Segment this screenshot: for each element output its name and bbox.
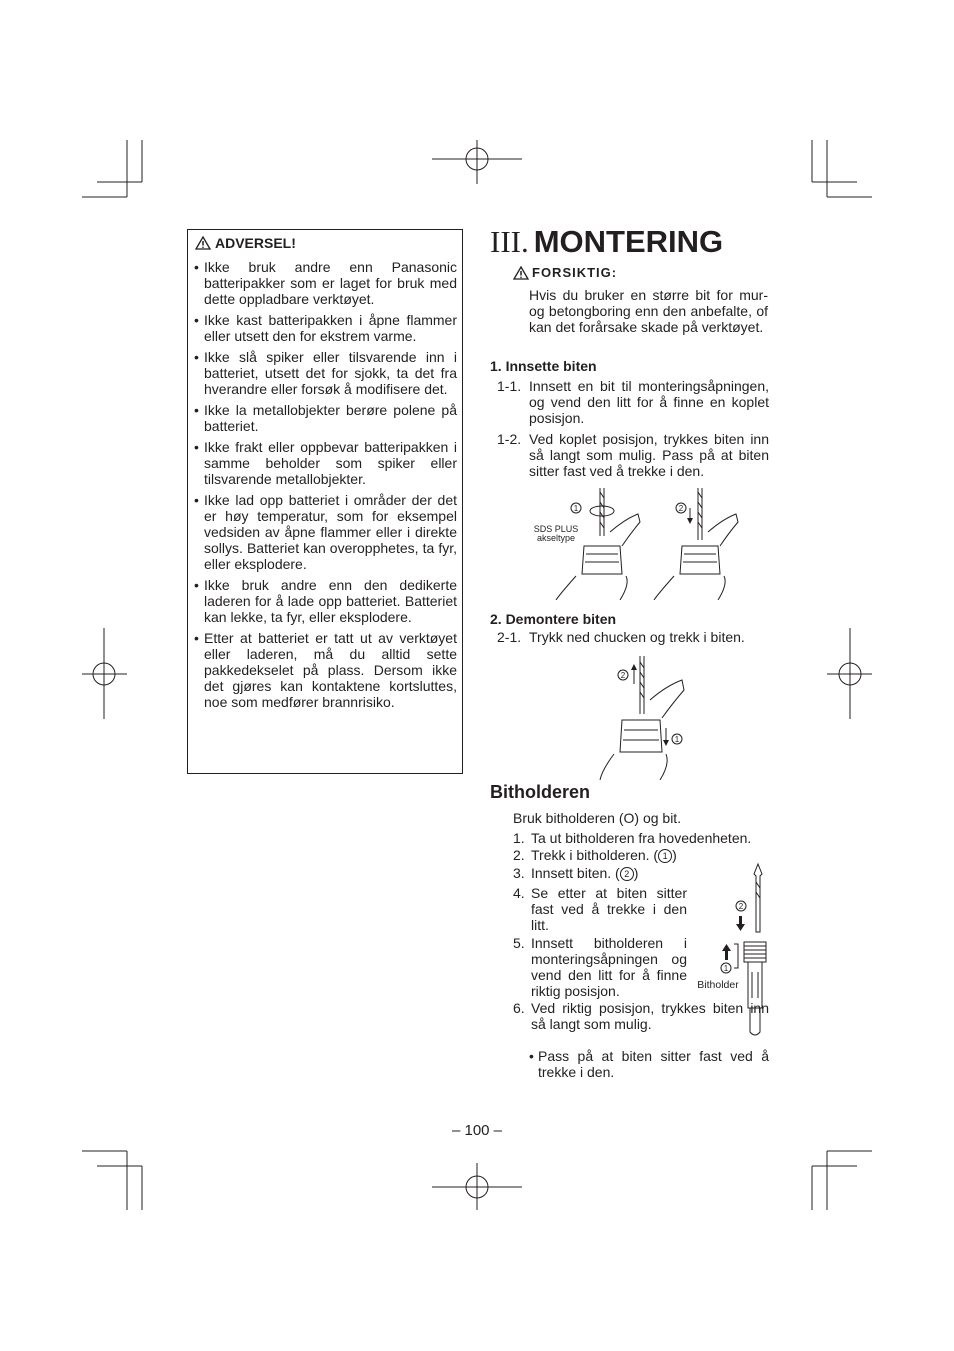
marker-1-text: 1: [573, 504, 579, 513]
warning-item: • Ikke bruk andre enn den dedikerte laderen for å lade opp batteriet. Batteriet kan lekke, ta fyr, eller eksplodere.: [194, 577, 457, 625]
step-text: Innsett biten. (: [531, 865, 620, 881]
step-text: Innsett bitholderen i monteringsåpningen og vend den litt for å finne riktig posisjon.: [531, 935, 687, 999]
warning-list: [194, 259, 457, 715]
bitholder-illustration: [694, 862, 774, 1038]
step-text: Trykk ned chucken og trekk i biten.: [529, 629, 745, 645]
step-text: Ved koplet posisjon, trykkes biten inn så langt som mulig. Pass på at biten sitter fast ved å trekke i den.: [529, 431, 769, 479]
marker-2: [736, 901, 746, 911]
step-number: 4.: [513, 885, 525, 901]
remove-bit-illustration: [598, 652, 698, 780]
warning-item: • Etter at batteriet er tatt ut av verktøyet eller laderen, må du alltid sette pakkedekselet på plass. Dersom ikke det gjøres kan kontaktene kortsluttes, noe som medfører brannrisiko.: [194, 630, 457, 710]
step-text: Se etter at biten sitter fast ved å trekke i den litt.: [531, 885, 687, 933]
step-number: 2-1.: [497, 629, 522, 645]
caution-triangle-icon: [513, 266, 529, 280]
step-text: Innsett en bit til monteringsåpningen, og vend den litt for å finne en koplet posisjon.: [529, 378, 769, 426]
warning-heading-text: ADVERSEL!: [215, 235, 296, 251]
warning-heading: [195, 235, 296, 251]
insert-heading: 1. Innsette biten: [490, 358, 597, 374]
marker-2: [676, 503, 686, 513]
bitholder-heading: Bitholderen: [490, 782, 591, 802]
remove-step: [497, 629, 769, 647]
akseltype-label: akseltype: [536, 533, 576, 543]
step-number: 1-2.: [497, 431, 522, 447]
marker-2-text: 2: [678, 504, 684, 513]
step-number: 3.: [513, 865, 525, 881]
sds-plus-label: SDS PLUS: [533, 524, 579, 534]
step-number: 5.: [513, 935, 525, 951]
circled-1-marker: 1: [658, 849, 672, 863]
step-number: 2.: [513, 847, 525, 863]
marker-1: [672, 734, 682, 744]
step-text: Ved riktig posisjon, trykkes biten inn så langt som mulig.: [531, 1000, 769, 1032]
bitholder-step: [513, 885, 689, 933]
bitholder-label: Bitholder: [697, 979, 739, 991]
caution-text: Hvis du bruker en større bit for mur- og betongboring enn den anbefalte, of kan det forårsake skade på verktøyet.: [529, 287, 768, 335]
insert-step: [497, 378, 769, 428]
section-roman-numeral: III.: [490, 224, 529, 259]
warning-box: [187, 229, 463, 774]
bitholder-step: [513, 935, 689, 999]
marker-1: [571, 503, 581, 513]
sub-bullet-text: Pass på at biten sitter fast ved å trekke i den.: [538, 1048, 769, 1080]
section-title: [490, 224, 723, 260]
page-number: – 100 –: [451, 1122, 503, 1139]
marker-2-text: 2: [738, 902, 744, 911]
step-text-after: ): [633, 865, 639, 881]
warning-item: • Ikke la metallobjekter berøre polene på batteriet.: [194, 402, 457, 434]
step-text: Trekk i bitholderen. (: [531, 847, 659, 863]
marker-1-text: 1: [674, 735, 680, 744]
step-text-after: ): [672, 847, 677, 863]
insert-bit-illustration: [530, 484, 750, 600]
step-number: 6.: [513, 1000, 525, 1016]
warning-item: • Ikke kast batteripakken i åpne flammer eller utsett den for ekstrem varme.: [194, 312, 457, 344]
marker-1-text: 1: [723, 964, 729, 973]
step-text: Ta ut bitholderen fra hovedenheten.: [531, 830, 752, 846]
step-text-wrap: [531, 847, 769, 863]
warning-item: • Ikke slå spiker eller tilsvarende inn i batteriet, utsett det for sjokk, ta det fra hverandre eller forsøk å modifisere det.: [194, 349, 457, 397]
warning-triangle-icon: [195, 236, 211, 250]
section-title-text: MONTERING: [533, 224, 724, 259]
marker-2-text: 2: [620, 671, 626, 680]
insert-step: [497, 431, 769, 481]
caution-heading-text: FORSIKTIG:: [532, 265, 618, 280]
warning-item: • Ikke lad opp batteriet i områder der det er høy temperatur, som for eksempel vedsiden av åpne flammer eller i direkte sollys. Batteriet kan overopphetes, ta fyr, eller eksplodere.: [194, 492, 457, 572]
remove-heading: 2. Demontere biten: [490, 611, 617, 627]
caution-heading: [513, 265, 617, 280]
marker-2: [618, 670, 628, 680]
step-number: 1.: [513, 830, 525, 846]
bitholder-intro: Bruk bitholderen (O) og bit.: [513, 810, 682, 826]
bullet: •: [529, 1048, 534, 1064]
step-number: 1-1.: [497, 378, 522, 394]
bitholder-sub-bullet: [529, 1048, 769, 1082]
marker-1: [721, 963, 731, 973]
circled-2-marker: 2: [620, 867, 634, 881]
warning-item: • Ikke frakt eller oppbevar batteripakken i samme beholder som spiker eller tilsvarende metallobjekter.: [194, 439, 457, 487]
warning-item: • Ikke bruk andre enn Panasonic batteripakker som er laget for bruk med dette oppladbare verktøyet.: [194, 259, 457, 307]
bitholder-step: [513, 830, 769, 848]
